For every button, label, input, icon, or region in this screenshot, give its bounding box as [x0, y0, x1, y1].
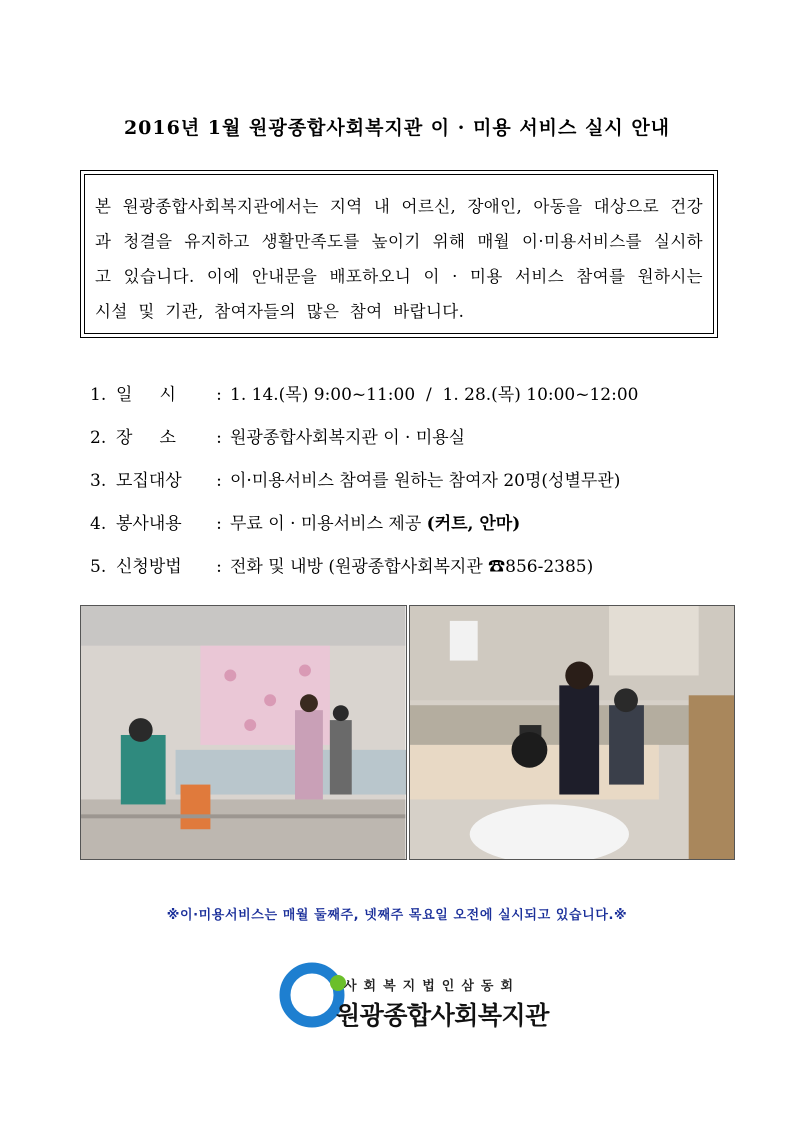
- salon-photo-right: [409, 605, 736, 860]
- detail-separator: :: [216, 385, 222, 405]
- schedule-notice: ※이·미용서비스는 매월 둘째주, 넷째주 목요일 오전에 실시되고 있습니다.※: [166, 908, 628, 923]
- logo-subtitle: 사회복지법인삼동회: [344, 979, 521, 994]
- intro-box: [80, 170, 718, 338]
- salon-photo-right-image: [410, 606, 735, 859]
- salon-photo-left: [80, 605, 407, 860]
- detail-row-apply: [90, 546, 730, 589]
- detail-value: 1. 14.(목) 9:00~11:00 / 1. 28.(목) 10:00~12:00: [230, 385, 639, 405]
- intro-inner-border: [84, 174, 714, 334]
- detail-label: 모집대상: [116, 471, 182, 491]
- detail-value-bold: (커트, 안마): [426, 514, 521, 534]
- detail-value: 이·미용서비스 참여를 원하는 참여자 20명(성별무관): [230, 471, 621, 491]
- organization-logo: [276, 955, 576, 1035]
- detail-separator: :: [216, 428, 222, 448]
- detail-value: 무료 이 · 미용서비스 제공: [230, 514, 427, 534]
- logo-name: 원광종합사회복지관: [336, 1001, 549, 1030]
- detail-separator: :: [216, 471, 222, 491]
- detail-row-content: [90, 503, 730, 546]
- detail-label: 봉사내용: [116, 514, 182, 534]
- salon-photo-left-image: [81, 606, 406, 859]
- detail-number: 3.: [90, 471, 107, 491]
- photo-strip: [80, 605, 735, 860]
- detail-value: 원광종합사회복지관 이 · 미용실: [230, 428, 466, 448]
- page-title: 2016년 1월 원광종합사회복지관 이 · 미용 서비스 실시 안내: [123, 117, 671, 139]
- detail-separator: :: [216, 514, 222, 534]
- detail-row-date: [90, 374, 730, 417]
- detail-label: 일 시: [116, 385, 176, 405]
- detail-label: 장 소: [116, 428, 176, 448]
- detail-number: 1.: [90, 385, 107, 405]
- detail-row-target: [90, 460, 730, 503]
- detail-value: 전화 및 내방 (원광종합사회복지관 ☎856-2385): [230, 557, 594, 577]
- detail-number: 5.: [90, 557, 107, 577]
- detail-separator: :: [216, 557, 222, 577]
- detail-number: 2.: [90, 428, 107, 448]
- detail-number: 4.: [90, 514, 107, 534]
- details-list: [90, 374, 730, 589]
- intro-text: 본 원광종합사회복지관에서는 지역 내 어르신, 장애인, 아동을 대상으로 건강과 청결을 유지하고 생활만족도를 높이기 위해 매월 이·미용서비스를 실시하고 있습니다. 이에 안내문을 배포하오니 이 · 미용 서비스 참여를 원하시는 시설 및 기관, 참여자들의 많은 참여 바랍니다.: [95, 197, 703, 321]
- detail-label: 신청방법: [116, 557, 182, 577]
- detail-row-place: [90, 417, 730, 460]
